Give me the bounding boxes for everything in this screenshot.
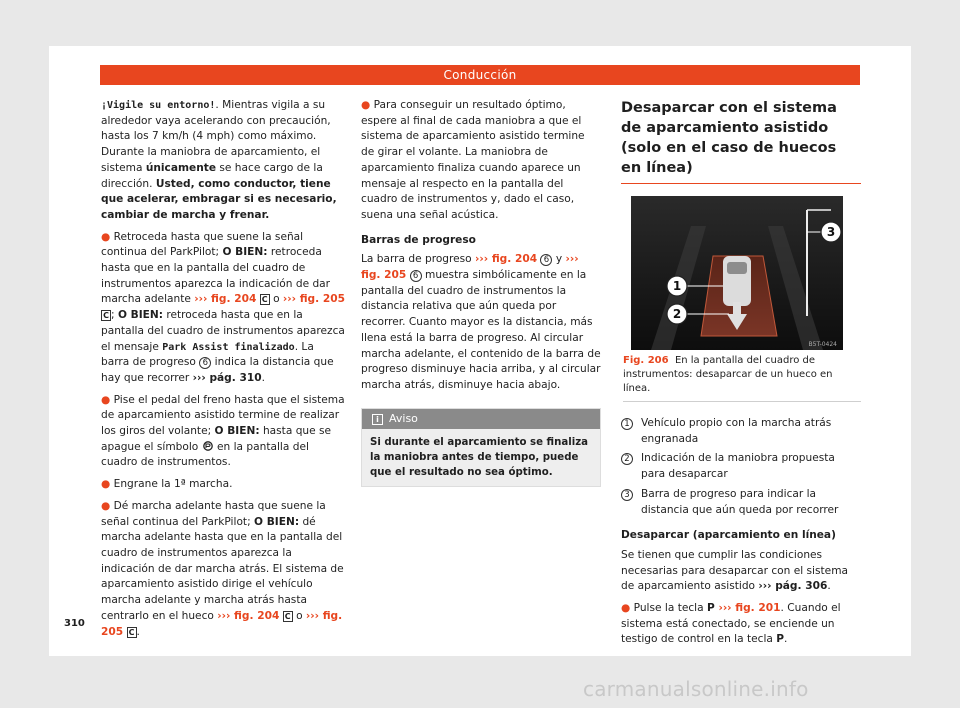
- page-ref-link[interactable]: ››› pág. 310: [192, 371, 262, 384]
- bullet-engrane: ● Engrane la 1ª marcha.: [101, 478, 233, 491]
- figure-callout-2: 2: [672, 307, 682, 321]
- figure-callout-3: 3: [826, 225, 836, 239]
- paragraph-condiciones: Se tienen que cumplir las condiciones necesarias para desaparcar con el sistema de aparcamiento asistido ››› pág. 306.: [621, 548, 849, 593]
- watermark: carmanualsonline.info: [583, 677, 809, 701]
- page-ref-link[interactable]: ››› pág. 306: [758, 580, 828, 593]
- column-2: [361, 98, 601, 487]
- box-letter: C: [101, 310, 111, 321]
- bullet-dot: ●: [101, 230, 114, 243]
- legend-item-1: 1 Vehículo propio con la marcha atrás engranada: [621, 416, 861, 447]
- bullet-resultado: ● Para conseguir un resultado óptimo, espere al final de cada maniobra a que el sistema de aparcamiento asistido termine de girar el volante. La maniobra de aparcamiento finaliza cuando aparece un mensaje al respecto en la pantalla del cuadro de instrumentos y, dado el caso, suena una señal acústica.: [361, 99, 585, 221]
- note-text: Si durante el aparcamiento se finaliza la maniobra antes de tiempo, puede que el resultado no sea óptimo.: [362, 429, 600, 486]
- bullet-retroceda: ● Retroceda hasta que suene la señal continua del ParkPilot; O BIEN: retroceda hasta que en la pantalla del cuadro de instrumentos aparezca la indicación de dar marcha adelante ››› fig. 204 C o ››› fig. 205 C ; O BIEN: retroceda hasta que en la pantalla del cuadro de instrumentos aparezca el mensaje Park Assist finalizado. La barra de progreso 6 indica la distancia que hay que recorrer ››› pág. 310.: [101, 230, 345, 384]
- callout-number: 6: [410, 270, 422, 282]
- instrument-display-illustration: [631, 196, 843, 350]
- park-key-icon: P: [776, 633, 785, 646]
- heading-barras: Barras de progreso: [361, 233, 476, 246]
- callout-number: 6: [540, 254, 552, 266]
- info-icon: i: [372, 414, 383, 425]
- bullet-freno: ● Pise el pedal del freno hasta que el sistema de aparcamiento asistido termine de realizar los giros del volante; O BIEN: hasta que se apague el símbolo en la pantalla del cuadro de instrumentos.: [101, 393, 345, 469]
- park-key-icon: P: [707, 602, 715, 615]
- fig-ref-link[interactable]: ››› fig. 201: [714, 602, 781, 615]
- fig-ref-link[interactable]: ››› fig. 204: [194, 293, 257, 306]
- subheading-desaparcar: Desaparcar (aparcamiento en línea): [621, 529, 836, 542]
- fig-ref-link[interactable]: ››› fig. 205: [282, 293, 345, 306]
- legend-item-3: 3 Barra de progreso para indicar la distancia que aún queda por recorrer: [621, 487, 861, 518]
- note-header: i Aviso: [362, 409, 600, 429]
- column-3: [621, 98, 861, 648]
- box-letter: C: [260, 294, 270, 305]
- fig-ref-link[interactable]: ››› fig. 204: [217, 609, 280, 622]
- note-box: [361, 408, 601, 487]
- figure-caption: Fig. 206 En la pantalla del cuadro de instrumentos: desaparcar de un hueco en línea.: [623, 354, 861, 402]
- page-number: 310: [64, 618, 85, 629]
- fig-ref-link[interactable]: ››› fig. 205: [361, 253, 579, 282]
- park-assist-icon: [202, 441, 214, 451]
- box-letter: C: [127, 627, 137, 638]
- figure-206: [631, 196, 843, 350]
- callout-number: 6: [199, 357, 211, 369]
- fig-ref-link[interactable]: ››› fig. 205: [101, 609, 343, 638]
- fig-ref-link[interactable]: ››› fig. 204: [475, 253, 538, 266]
- legend-item-2: 2 Indicación de la maniobra propuesta para desaparcar: [621, 451, 861, 482]
- figure-callout-1: 1: [672, 279, 682, 293]
- box-letter: C: [283, 611, 293, 622]
- figure-code: B5T-0424: [808, 341, 837, 348]
- column-1: [101, 98, 345, 640]
- paragraph-barra: La barra de progreso ››› fig. 204 6 y ››› fig. 205 6 muestra simbólicamente en la pantalla del cuadro de instrumentos la distancia relativa que aún queda por recorrer. Cuanto mayor es la distancia, más llena está la barra de progreso. Al circular marcha adelante, el contenido de la barra de progreso disminuye hacia arriba, y al circular marcha atrás, disminuye hacia abajo.: [361, 253, 601, 391]
- paragraph-vigile: ¡Vigile su entorno!. Mientras vigila a su alrededor vaya acelerando con precaución, hasta los 7 km/h (4 mph) como máximo. Durante la maniobra de aparcamiento, el sistema únicamente se hace cargo de la dirección. Usted, como conductor, tiene que acelerar, embragar si es necesario, cambiar de marcha y frenar.: [101, 99, 337, 221]
- chapter-header: Conducción: [100, 65, 860, 85]
- bullet-marcha-adelante: ● Dé marcha adelante hasta que suene la señal continua del ParkPilot; O BIEN: dé marcha adelante hasta que en la pantalla del cuadro de instrumentos aparezca la indicación de dar marcha atrás. El sistema de aparcamiento asistido dirige el vehículo marcha adelante y marcha atrás hasta centrarlo en el hueco ››› fig. 204 C o ››› fig. 205 C .: [101, 499, 344, 638]
- bullet-pulse: ● Pulse la tecla P ››› fig. 201. Cuando el sistema está conectado, se enciende un testigo de control en la tecla P.: [621, 602, 841, 646]
- section-title: Desaparcar con el sistema de aparcamiento asistido (solo en el caso de huecos en línea): [621, 98, 861, 184]
